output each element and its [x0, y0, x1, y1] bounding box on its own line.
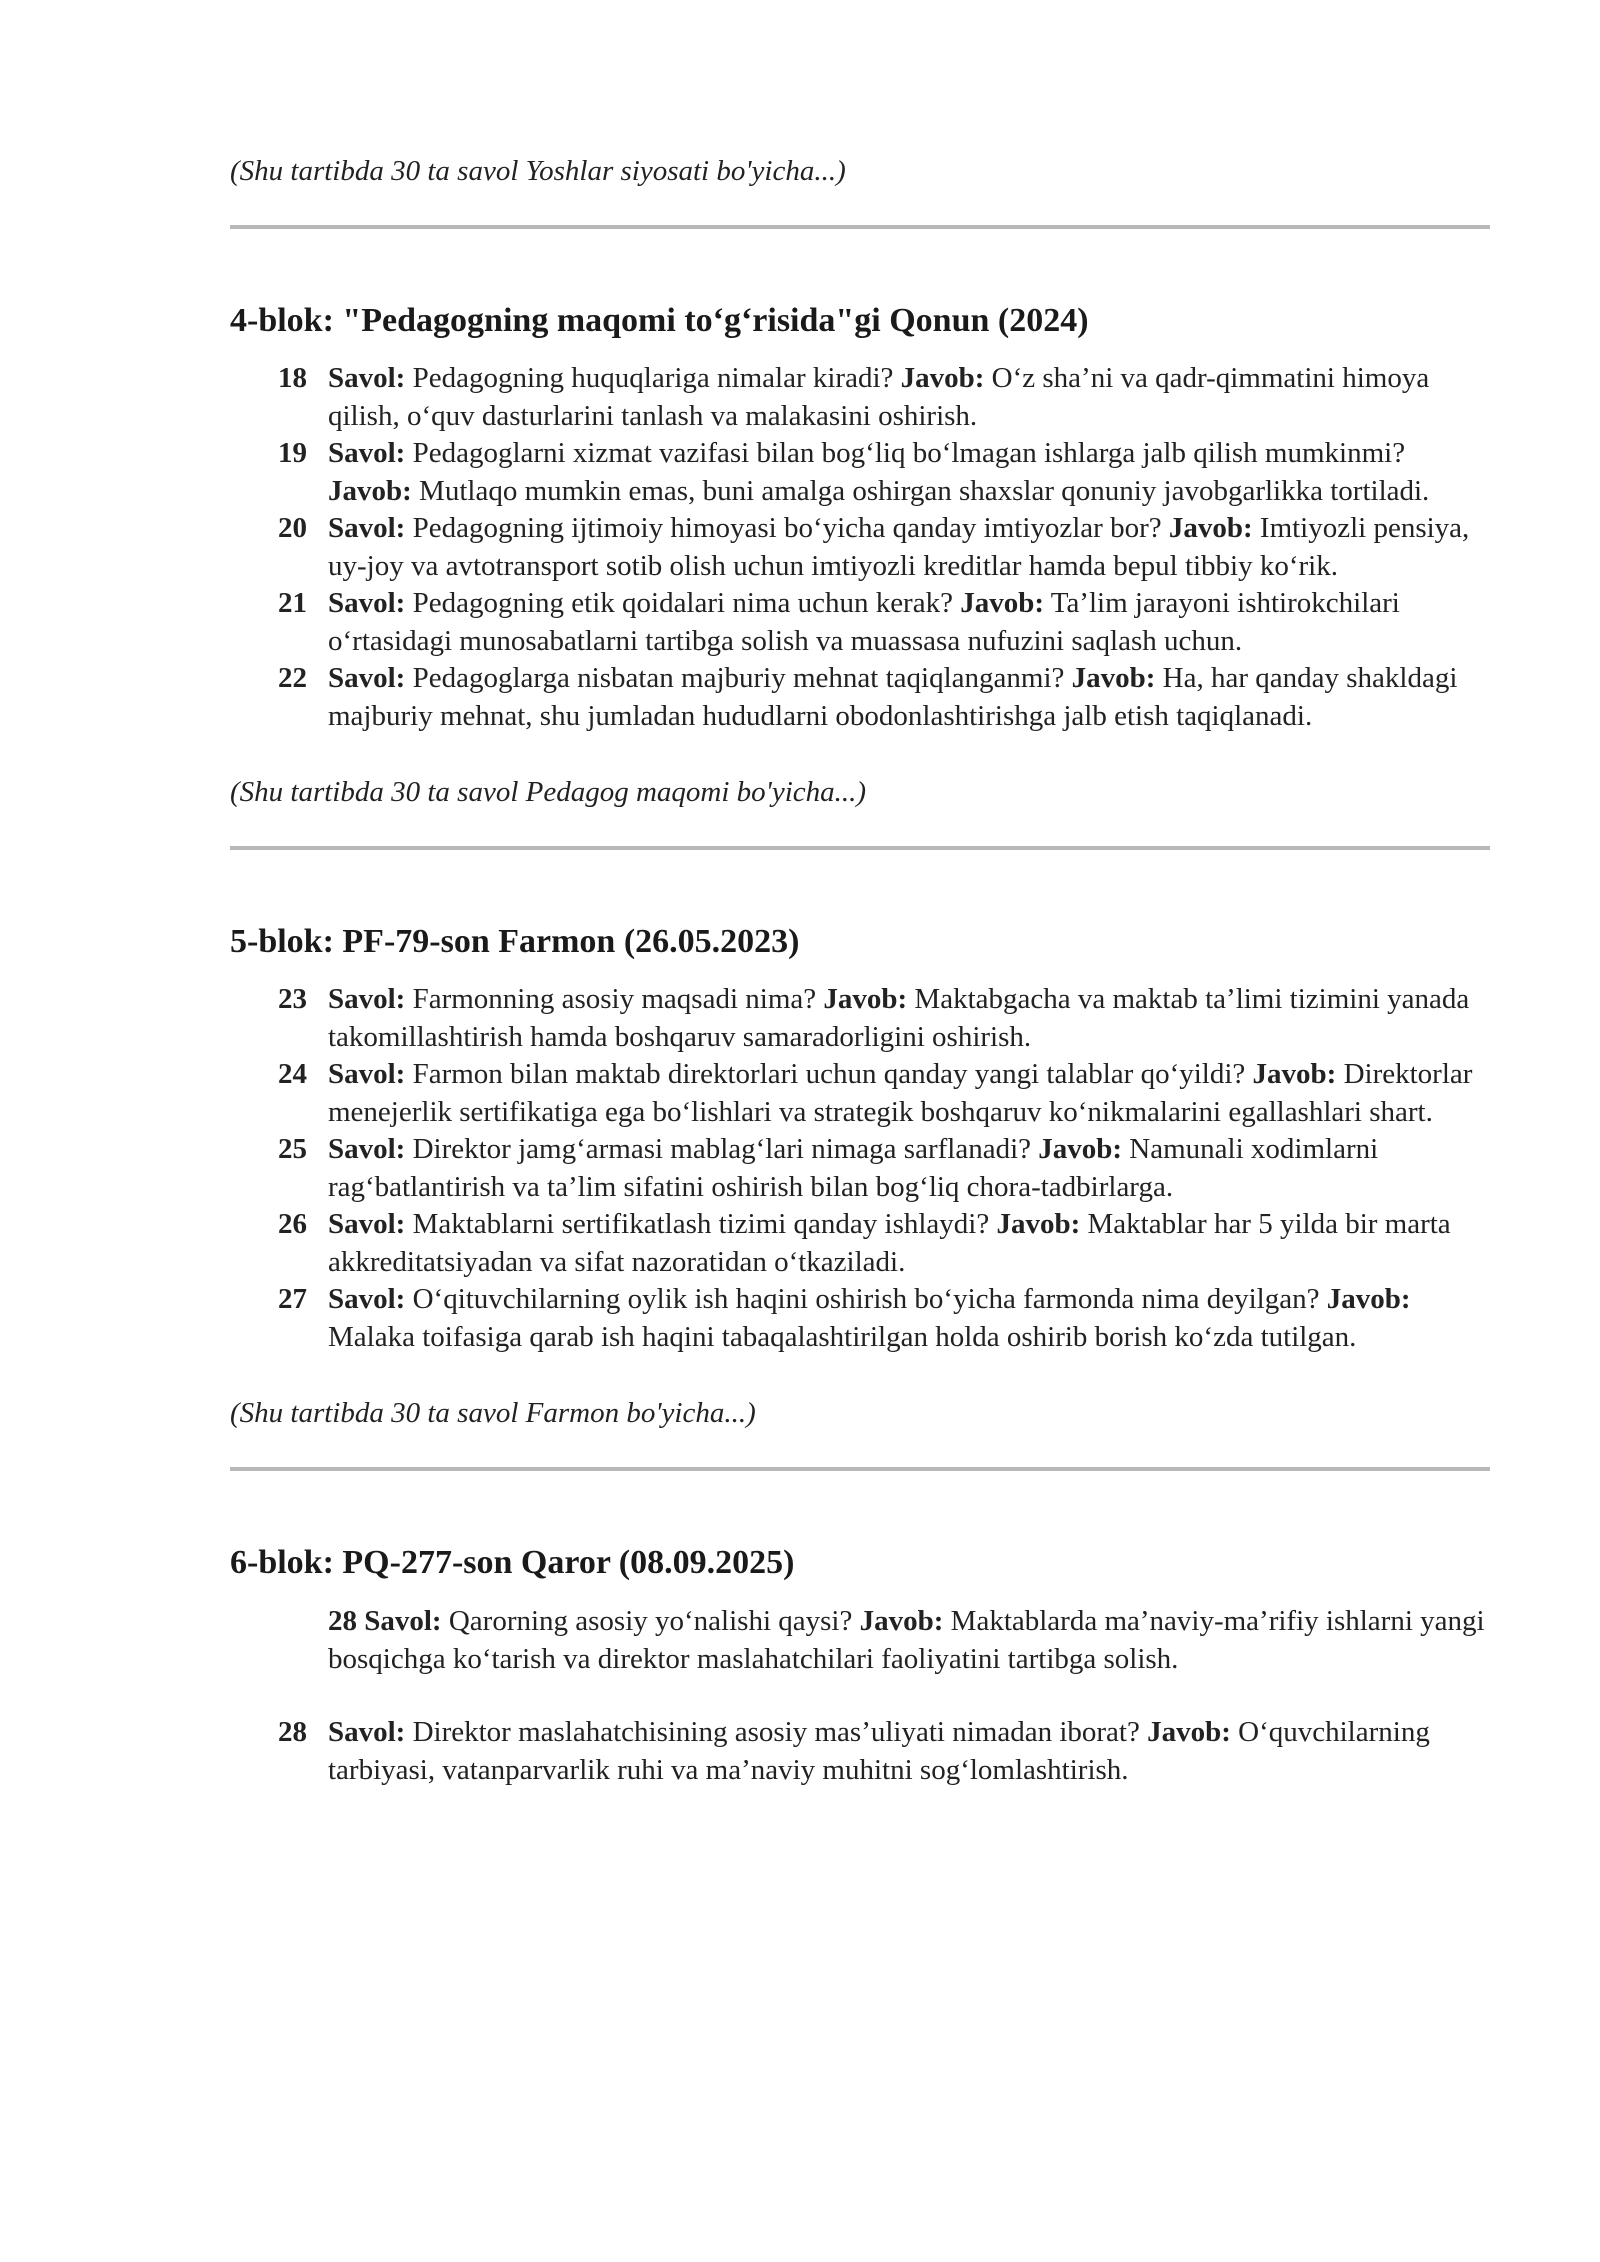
question-label: Savol: [328, 1716, 406, 1748]
question-item [230, 1131, 1490, 1206]
section-note: (Shu tartibda 30 ta savol Pedagog maqomi bo'yicha...) [230, 776, 867, 808]
answer-label: Javob: [1326, 1283, 1411, 1315]
answer-label: Javob: [1252, 1058, 1337, 1090]
question-item [230, 585, 1490, 660]
answer-text: Imtiyozli pensiya, uy-joy va avtotransport sotib olish uchun imtiyozli kreditlar hamda bepul tibbiy ko‘rik. [328, 512, 1470, 582]
question-label: Savol: [328, 1283, 406, 1315]
question-item [230, 660, 1490, 735]
question-text: Pedagogning huquqlariga nimalar kiradi? [412, 362, 894, 394]
question-text: Maktablarni sertifikatlash tizimi qanday ishlaydi? [412, 1208, 990, 1240]
question-text: O‘qituvchilarning oylik ish haqini oshirish bo‘yicha farmonda nima deyilgan? [412, 1283, 1320, 1315]
block-6-question-list [230, 1714, 1490, 1789]
question-label: Savol: [328, 983, 406, 1015]
answer-label: Javob: [996, 1208, 1081, 1240]
question-item [230, 1056, 1490, 1131]
question-label: Savol: [328, 587, 406, 619]
question-number: 28 [328, 1605, 357, 1637]
answer-label: Javob: [859, 1605, 944, 1637]
question-paragraph [230, 1603, 1490, 1678]
answer-text: O‘z sha’ni va qadr-qimmatini himoya qilish, o‘quv dasturlarini tanlash va malakasini oshirish. [328, 362, 1430, 432]
question-item [230, 360, 1490, 435]
block-4-question-list [230, 360, 1490, 735]
question-number: 26 [278, 1208, 307, 1240]
question-text: Direktor jamg‘armasi mablag‘lari nimaga sarflanadi? [412, 1133, 1031, 1165]
answer-text: Maktablarda ma’naviy-ma’rifiy ishlarni yangi bosqichga ko‘tarish va direktor maslahatchilari faoliyatini tartibga solish. [328, 1605, 1485, 1675]
question-text: Pedagoglarga nisbatan majburiy mehnat taqiqlanganmi? [412, 662, 1065, 694]
answer-text: Malaka toifasiga qarab ish haqini tabaqalashtirilgan holda oshirib borish ko‘zda tutilgan. [328, 1320, 1357, 1353]
answer-text: Direktorlar menejerlik sertifikatiga ega bo‘lishlari va strategik boshqaruv ko‘nikmalarini egallashlari shart. [328, 1058, 1473, 1128]
question-label: Savol: [364, 1605, 442, 1637]
answer-label: Javob: [1071, 662, 1156, 694]
document-page [230, 0, 1490, 1789]
answer-label: Javob: [900, 362, 985, 394]
question-item [230, 1281, 1490, 1356]
answer-text: Maktablar har 5 yilda bir marta akkreditatsiyadan va sifat nazoratidan o‘tkaziladi. [328, 1208, 1451, 1278]
question-number: 19 [278, 437, 307, 469]
question-text: Farmonning asosiy maqsadi nima? [412, 983, 817, 1015]
question-item [230, 1206, 1490, 1281]
answer-label: Javob: [823, 983, 908, 1015]
answer-label: Javob: [1168, 512, 1253, 544]
answer-label: Javob: [1147, 1716, 1231, 1748]
block-4-heading: 4-blok: "Pedagogning maqomi to‘g‘risida"gi Qonun (2024) [230, 302, 1089, 339]
answer-label: Javob: [960, 587, 1045, 619]
question-label: Savol: [328, 362, 406, 394]
section-divider [230, 225, 1490, 229]
question-label: Savol: [328, 1058, 406, 1090]
answer-label: Javob: [1038, 1133, 1123, 1165]
answer-label: Javob: [328, 474, 412, 507]
section-divider [230, 846, 1490, 850]
question-number: 18 [278, 362, 307, 394]
question-number: 24 [278, 1058, 307, 1090]
question-text: Pedagogning ijtimoiy himoyasi bo‘yicha qanday imtiyozlar bor? [412, 512, 1162, 544]
answer-text: O‘quvchilarning tarbiyasi, vatanparvarlik ruhi va ma’naviy muhitni sog‘lomlashtirish. [328, 1716, 1430, 1786]
question-item [230, 510, 1490, 585]
answer-text: Ha, har qanday shakldagi majburiy mehnat, shu jumladan hududlarni obodonlashtirishga jalb etish taqiqlanadi. [328, 662, 1458, 732]
question-number: 27 [278, 1283, 307, 1315]
block-5-question-list [230, 981, 1490, 1356]
question-number: 20 [278, 512, 307, 544]
question-label: Savol: [328, 662, 406, 694]
answer-text: Ta’lim jarayoni ishtirokchilari o‘rtasidagi munosabatlarni tartibga solish va muassasa nufuzini saqlash uchun. [328, 587, 1400, 657]
question-label: Savol: [328, 1208, 406, 1240]
question-label: Savol: [328, 1133, 406, 1165]
question-number: 23 [278, 983, 307, 1015]
section-note: (Shu tartibda 30 ta savol Yoshlar siyosati bo'yicha...) [230, 155, 846, 187]
question-text: Direktor maslahatchisining asosiy mas’uliyati nimadan iborat? [412, 1716, 1140, 1748]
question-number: 25 [278, 1133, 307, 1165]
section-divider [230, 1467, 1490, 1471]
answer-text: Mutlaqo mumkin emas, buni amalga oshirgan shaxslar qonuniy javobgarlikka tortiladi. [419, 474, 1430, 507]
question-number: 28 [278, 1716, 307, 1748]
question-number: 22 [278, 662, 307, 694]
question-label: Savol: [328, 512, 406, 544]
question-text: Pedagoglarni xizmat vazifasi bilan bog‘liq bo‘lmagan ishlarga jalb qilish mumkinmi? [412, 437, 1406, 469]
question-text: Pedagogning etik qoidalari nima uchun kerak? [412, 587, 953, 619]
answer-text: Namunali xodimlarni rag‘batlantirish va ta’lim sifatini oshirish bilan bog‘liq chora-tadbirlarga. [328, 1133, 1379, 1203]
question-item [230, 1714, 1490, 1789]
question-label: Savol: [328, 437, 406, 469]
question-item [230, 981, 1490, 1056]
section-note: (Shu tartibda 30 ta savol Farmon bo'yicha...) [230, 1397, 756, 1429]
question-text: Qarorning asosiy yo‘nalishi qaysi? [448, 1605, 853, 1637]
block-6-heading: 6-blok: PQ-277-son Qaror (08.09.2025) [230, 1544, 795, 1581]
block-5-heading: 5-blok: PF-79-son Farmon (26.05.2023) [230, 923, 800, 960]
question-number: 21 [278, 587, 307, 619]
question-item [230, 435, 1490, 510]
question-text: Farmon bilan maktab direktorlari uchun qanday yangi talablar qo‘yildi? [412, 1058, 1246, 1090]
answer-text: Maktabgacha va maktab ta’limi tizimini yanada takomillashtirish hamda boshqaruv samaradorligini oshirish. [328, 983, 1470, 1053]
